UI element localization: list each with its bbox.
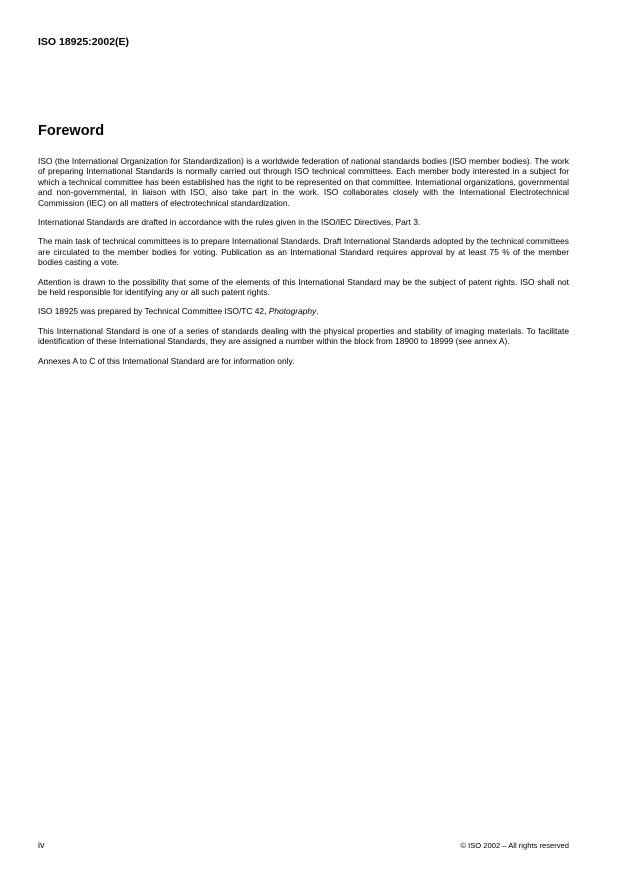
paragraph-technical-committees: The main task of technical committees is to prepare International Standards. Draft International Standards adopted by the technical committees are circulated to the member bodies for voting. Publication as an International Standard requires approval by at least 75 % of the member bodies casting a vote. [38, 236, 569, 268]
paragraph-iso-overview: ISO (the International Organization for Standardization) is a worldwide federation of national standards bodies (ISO member bodies). The work of preparing International Standards is normally carried out through ISO technical committees. Each member body interested in a subject for which a technical committee has been established has the right to be represented on that committee. International organizations, governmental and non-governmental, in liaison with ISO, also take part in the work. ISO collaborates closely with the International Electrotechnical Commission (IEC) on all matters of electrotechnical standardization. [38, 156, 569, 208]
foreword-body [38, 156, 569, 375]
copyright-notice: © ISO 2002 – All rights reserved [460, 841, 569, 850]
paragraph-patent-rights: Attention is drawn to the possibility that some of the elements of this International Standard may be the subject of patent rights. ISO shall not be held responsible for identifying any or all such patent rights. [38, 276, 569, 298]
prepared-by-period: . [316, 306, 319, 317]
document-id: ISO 18925:2002(E) [38, 36, 130, 48]
paragraph-series-info: This International Standard is one of a series of standards dealing with the physical properties and stability of imaging materials. To facilitate identification of these International Standards, they are assigned a number within the block from 18900 to 18999 (see annex A). [38, 325, 569, 347]
page-title: Foreword [38, 123, 105, 139]
paragraph-annexes: Annexes A to C of this International Standard are for information only. [38, 355, 295, 366]
page-number: iv [38, 840, 45, 850]
committee-title: Photography [268, 306, 317, 317]
paragraph-prepared-by [38, 306, 569, 316]
paragraph-drafting-rules: International Standards are drafted in accordance with the rules given in the ISO/IEC Directives, Part 3. [38, 217, 421, 228]
prepared-by-text: ISO 18925 was prepared by Technical Committee ISO/TC 42, [38, 306, 269, 317]
